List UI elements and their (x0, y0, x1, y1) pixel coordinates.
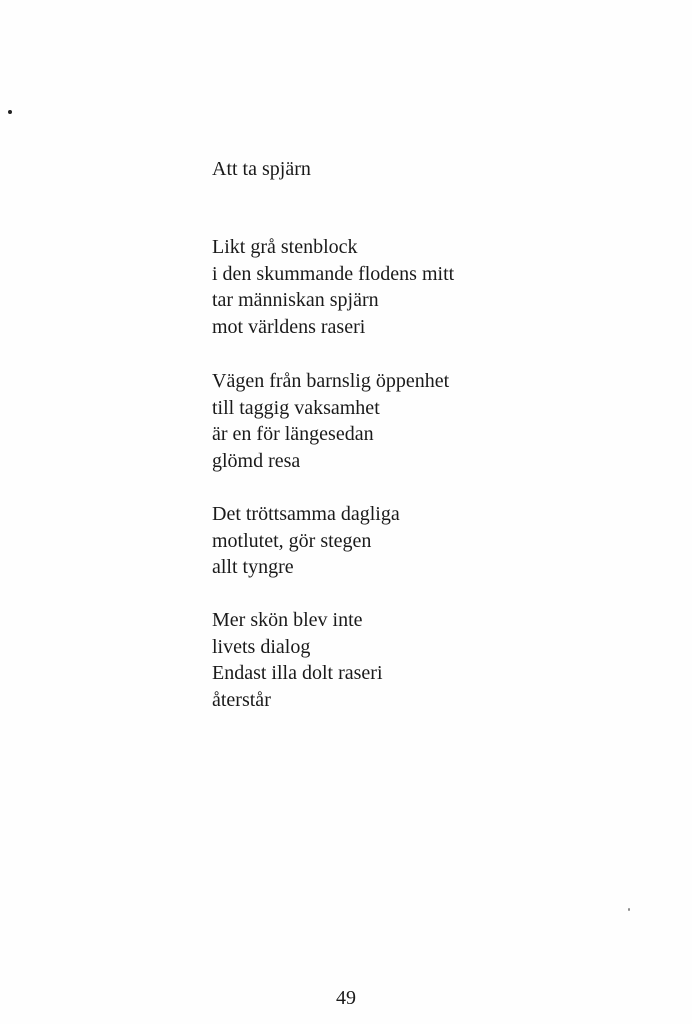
poem-line: återstår (212, 688, 271, 711)
poem-title: Att ta spjärn (212, 158, 311, 180)
poem-line: tar människan spjärn (212, 289, 379, 311)
poem-line: allt tyngre (212, 556, 294, 578)
poem-line: Endast illa dolt raseri (212, 662, 383, 684)
poem-line: Vägen från barnslig öppenhet (212, 370, 450, 392)
ink-speck (628, 908, 630, 911)
poem-line: Likt grå stenblock (212, 236, 358, 258)
stanza-1 (212, 234, 454, 340)
poem-line: Det tröttsamma dagliga (212, 503, 400, 525)
poem-line: till taggig vaksamhet (212, 396, 380, 419)
stanza-2 (212, 368, 449, 474)
poem-line: livets dialog (212, 635, 311, 658)
poem-line: mot världens raseri (212, 315, 366, 338)
poem-line: är en för längesedan (212, 423, 374, 445)
poem-line: i den skummande flodens mitt (212, 262, 455, 285)
ink-speck (8, 110, 12, 114)
poem-line: Mer skön blev inte (212, 609, 363, 631)
stanza-4 (212, 607, 383, 713)
poem-line: motlutet, gör stegen (212, 529, 372, 552)
stanza-3 (212, 501, 400, 581)
poem-line: glömd resa (212, 449, 301, 472)
page-number: 49 (336, 987, 356, 1009)
